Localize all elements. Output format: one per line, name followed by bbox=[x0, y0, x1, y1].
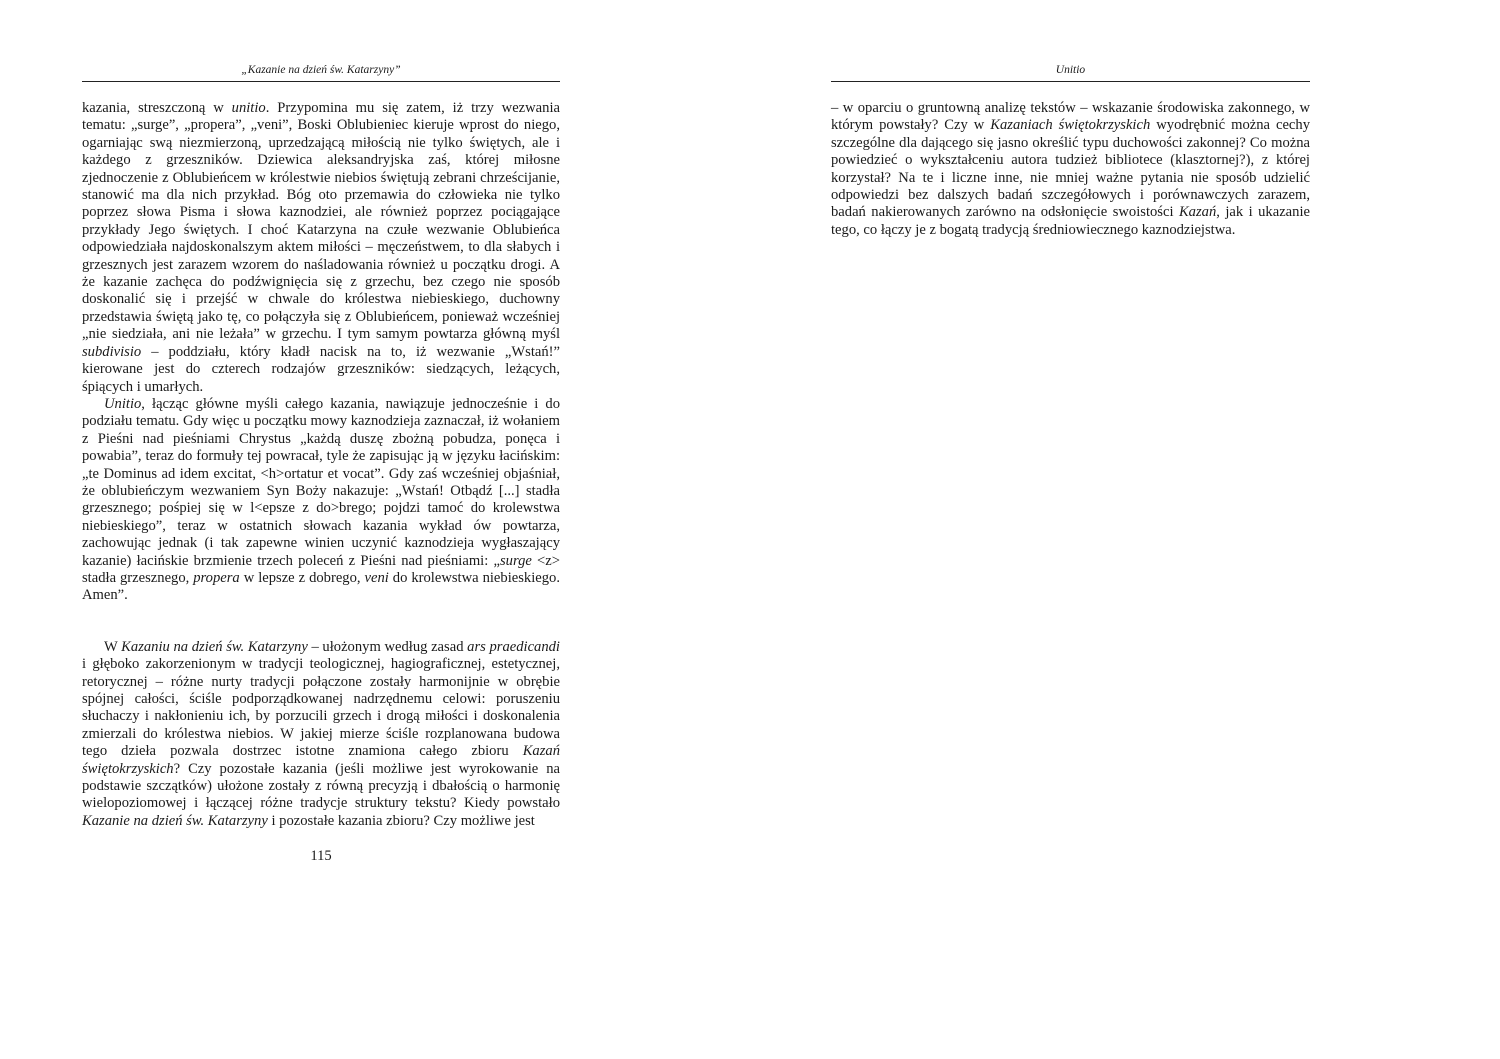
page-number: 115 bbox=[310, 848, 332, 864]
paragraph: – w oparciu o gruntowną analizę tekstów – wskazanie środowiska zakonnego, w którym powstały? Czy w Kazaniach świętokrzyskich wyodrębnić można cechy szczególne dla dającego się jasno określić typu duchowości zakonnej? Co można powiedzieć o wykształceniu autora tudzież bibliotece (klasztornej?), z której korzystał? Na te i liczne inne, nie mniej ważne pytania nie sposób udzielić odpowiedzi bez dalszych badań szczegółowych i porównawczych zarazem, badań nakierowanych zarówno na odsłonięcie swoistości Kazań, jak i ukazanie tego, co łączy je z bogatą tradycją średniowiecznego kaznodziejstwa. bbox=[831, 100, 1310, 238]
right-page-body bbox=[831, 100, 1310, 239]
left-page-body bbox=[82, 100, 560, 830]
paragraph: kazania, streszczoną w unitio. Przypomina mu się zatem, iż trzy wezwania tematu: „surge”, „propera”, „veni”, Boski Oblubieniec kieruje wprost do niego, ogarniając swą niezmierzoną, uprzedzającą miłością nie tylko świętych, ale i każdego z grzeszników. Dziewica aleksandryjska zaś, której miłosne zjednoczenie z Oblubieńcem w królestwie niebios świętują zebrani chrześcijanie, stanowić ma dla nich przykład. Bóg oto przemawia do człowieka nie tylko poprzez słowa Pisma i słowa kaznodziei, ale również poprzez pociągające przykłady Jego świętych. I choć Katarzyna na czułe wezwanie Oblubieńca odpowiedziała najdoskonalszym aktem miłości – męczeństwem, to dla słabych i grzesznych jest zarazem wzorem do naśladowania również u początku drogi. A że kazanie zachęca do podźwignięcia się z grzechu, bez czego nie sposób doskonalić się i przejść w chwale do królestwa niebieskiego, duchowny przedstawia świętą jako tę, co połączyła się z Oblubieńcem, ponieważ wcześniej „nie siedziała, ani nie leżała” w grzechu. I tym samym powtarza główną myśl subdivisio – poddziału, który kładł nacisk na to, iż wezwanie „Wstań!” kierowane jest do czterech rodzajów grzeszników: siedzących, leżących, śpiących i umarłych. bbox=[82, 100, 560, 395]
paragraph: Unitio, łącząc główne myśli całego kazania, nawiązuje jednocześnie i do podziału tematu. Gdy więc u początku mowy kaznodzieja zaznaczał, iż wołaniem z Pieśni nad pieśniami Chrystus „każdą duszę zbożną pobudza, ponęca i powabia”, teraz do formuły tej powracał, tyle że zapisując ją w języku łacińskim: „te Dominus ad idem excitat, <h>ortatur et vocat”. Gdy zaś wcześniej objaśniał, że oblubieńczym wezwaniem Syn Boży nakazuje: „Wstań! Otbądź [...] stadła grzesznego; pośpiej się w l<epsze z do>brego; pojdzi tamoć do krolewstwa niebieskiego”, teraz w ostatnich słowach kazania wykład ów powtarza, zachowując jednak (i tak zapewne winien uczynić kaznodzieja wygłaszający kazanie) łacińskie brzmienie trzech poleceń z Pieśni nad pieśniami: „surge <z> stadła grzesznego, propera w lepsze z dobrego, veni do krolewstwa niebieskiego. Amen”. bbox=[82, 395, 560, 604]
running-head-left: „Kazanie na dzień św. Katarzyny” bbox=[82, 64, 560, 82]
running-head-right: Unitio bbox=[831, 64, 1310, 82]
paragraph: W Kazaniu na dzień św. Katarzyny – ułożonym według zasad ars praedicandi i głęboko zakorzenionym w tradycji teologicznej, hagiograficznej, estetycznej, retorycznej – różne nurty tradycji połączone zostały harmonijnie w obrębie spójnej całości, ściśle podporządkowanej nadrzędnemu celowi: poruszeniu słuchaczy i nakłonieniu ich, by porzucili grzech i drogą miłości i doskonalenia zmierzali do królestwa niebios. W jakiej mierze ściśle rozplanowana budowa tego dzieła pozwala dostrzec istotne znamiona całego zbioru Kazań świętokrzyskich? Czy pozostałe kazania (jeśli możliwe jest wyrokowanie na podstawie szczątków) ułożone zostały z równą precyzją i dbałością o harmonię wielopoziomowej i łączącej różne tradycje struktury tekstu? Kiedy powstało Kazanie na dzień św. Katarzyny i pozostałe kazania zbioru? Czy możliwe jest bbox=[82, 638, 560, 829]
